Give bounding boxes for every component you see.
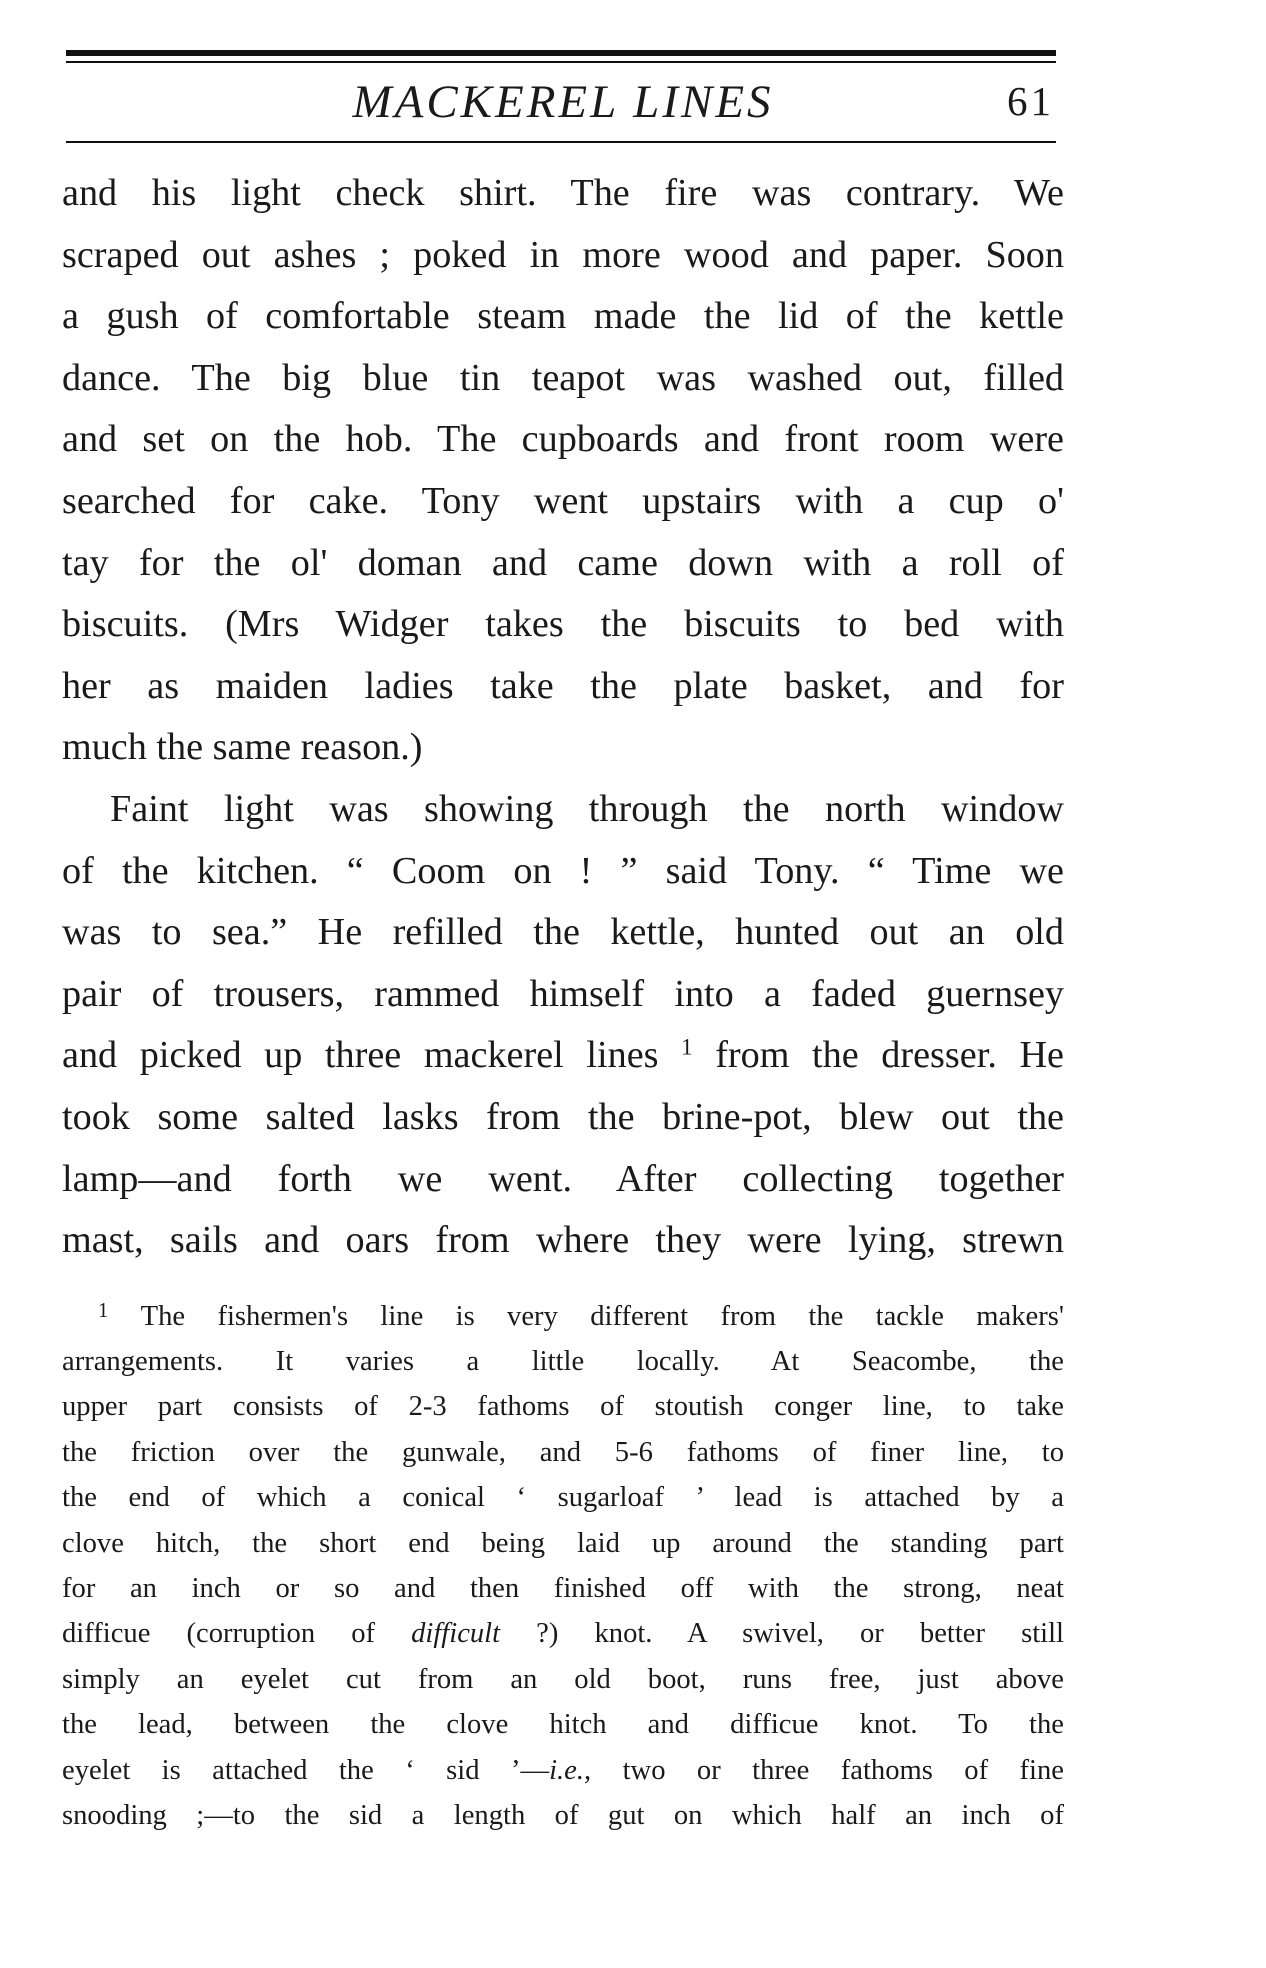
body-line-part: and picked up three mackerel lines bbox=[62, 1034, 659, 1077]
footnote-line: simply an eyelet cut from an old boot, runs free, just above bbox=[62, 1663, 1064, 1695]
book-page bbox=[62, 50, 1064, 1838]
body-text bbox=[62, 163, 1064, 1272]
footnote-italic-word: difficult bbox=[411, 1618, 501, 1650]
footnote-line: arrangements. It varies a little locally. At Seacombe, the bbox=[62, 1346, 1064, 1378]
footnote-line-part: The fishermen's line is very different from the tackle makers' bbox=[140, 1300, 1064, 1332]
body-line: took some salted lasks from the brine-pot, blew out the bbox=[62, 1095, 1064, 1138]
footnote-line: the lead, between the clove hitch and difficue knot. To the bbox=[62, 1709, 1064, 1741]
body-line: scraped out ashes ; poked in more wood and paper. Soon bbox=[62, 233, 1064, 276]
footnote-line: upper part consists of 2-3 fathoms of stoutish conger line, to take bbox=[62, 1391, 1064, 1423]
header-rule-thick bbox=[66, 50, 1056, 56]
body-line-with-footnote-ref bbox=[62, 1025, 1064, 1087]
footnote bbox=[62, 1294, 1064, 1839]
body-line: searched for cake. Tony went upstairs with a cup o' bbox=[62, 479, 1064, 522]
footnote-line bbox=[62, 1748, 1064, 1793]
footnote-italic-word: i.e., bbox=[549, 1754, 592, 1786]
footnote-reference: 1 bbox=[681, 1034, 693, 1060]
footnote-line-part: two or three fathoms of fine bbox=[622, 1754, 1064, 1786]
body-line: a gush of comfortable steam made the lid of the kettle bbox=[62, 295, 1064, 338]
body-line: lamp—and forth we went. After collecting together bbox=[62, 1157, 1064, 1200]
body-line: pair of trousers, rammed himself into a faded guernsey bbox=[62, 972, 1064, 1015]
page-number: 61 bbox=[1007, 78, 1054, 124]
header-bottom-rule bbox=[66, 141, 1056, 143]
body-line: dance. The big blue tin teapot was washed out, filled bbox=[62, 356, 1064, 399]
footnote-line: for an inch or so and then finished off with the strong, neat bbox=[62, 1573, 1064, 1605]
footnote-line-part: ?) knot. A swivel, or better still bbox=[536, 1618, 1065, 1650]
body-line: and set on the hob. The cupboards and front room were bbox=[62, 418, 1064, 461]
footnote-line-part: difficue (corruption of bbox=[62, 1618, 376, 1650]
body-line-part: from the dresser. He bbox=[715, 1034, 1065, 1077]
footnote-line bbox=[62, 1294, 1064, 1339]
body-line: much the same reason.) bbox=[62, 726, 423, 769]
body-line: Faint light was showing through the north window bbox=[110, 787, 1064, 830]
body-line: was to sea.” He refilled the kettle, hunted out an old bbox=[62, 911, 1064, 954]
body-line: and his light check shirt. The fire was contrary. We bbox=[62, 172, 1064, 214]
body-line: mast, sails and oars from where they were lying, strewn bbox=[62, 1219, 1064, 1262]
footnote-line: snooding ;—to the sid a length of gut on which half an inch of bbox=[62, 1799, 1064, 1831]
footnote-marker: 1 bbox=[98, 1299, 109, 1322]
footnote-line bbox=[62, 1611, 1064, 1656]
running-title: MACKEREL LINES bbox=[352, 76, 774, 128]
footnote-line-part: eyelet is attached the ‘ sid ’— bbox=[62, 1754, 550, 1786]
page-header bbox=[62, 63, 1064, 141]
footnote-line: clove hitch, the short end being laid up around the standing part bbox=[62, 1527, 1064, 1559]
body-line: biscuits. (Mrs Widger takes the biscuits to bed with bbox=[62, 603, 1064, 646]
body-line: her as maiden ladies take the plate basket, and for bbox=[62, 664, 1064, 707]
footnote-line: the friction over the gunwale, and 5-6 fathoms of finer line, to bbox=[62, 1436, 1064, 1468]
footnote-line: the end of which a conical ‘ sugarloaf ’ lead is attached by a bbox=[62, 1482, 1064, 1514]
body-line: tay for the ol' doman and came down with a roll of bbox=[62, 541, 1064, 584]
body-line: of the kitchen. “ Coom on ! ” said Tony. “ Time we bbox=[62, 849, 1064, 892]
